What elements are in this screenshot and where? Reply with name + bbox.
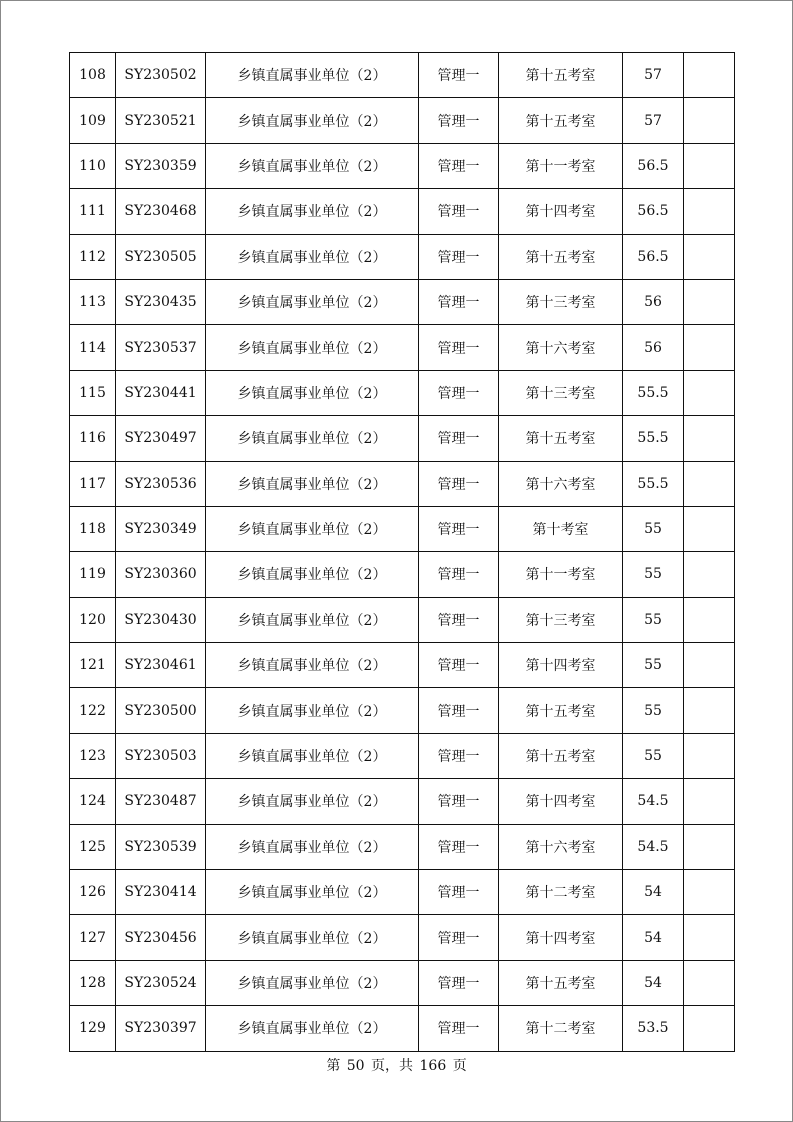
table-row xyxy=(70,370,735,415)
score-cell: 55 xyxy=(623,597,684,642)
note-cell xyxy=(684,143,735,188)
exam-room-cell: 第十五考室 xyxy=(499,53,623,98)
unit-cell: 乡镇直属事业单位（2） xyxy=(206,870,419,915)
position-cell: 管理一 xyxy=(419,824,499,869)
score-cell: 55 xyxy=(623,506,684,551)
exam-room-cell: 第十五考室 xyxy=(499,688,623,733)
unit-cell: 乡镇直属事业单位（2） xyxy=(206,279,419,324)
candidate-id-cell: SY230360 xyxy=(116,552,206,597)
candidate-id-cell: SY230502 xyxy=(116,53,206,98)
candidate-id-cell: SY230441 xyxy=(116,370,206,415)
table-row xyxy=(70,234,735,279)
table-row xyxy=(70,143,735,188)
position-cell: 管理一 xyxy=(419,325,499,370)
row-number-cell: 122 xyxy=(70,688,116,733)
unit-cell: 乡镇直属事业单位（2） xyxy=(206,143,419,188)
position-cell: 管理一 xyxy=(419,53,499,98)
table-row xyxy=(70,733,735,778)
candidate-id-cell: SY230536 xyxy=(116,461,206,506)
unit-cell: 乡镇直属事业单位（2） xyxy=(206,461,419,506)
row-number-cell: 123 xyxy=(70,733,116,778)
unit-cell: 乡镇直属事业单位（2） xyxy=(206,506,419,551)
unit-cell: 乡镇直属事业单位（2） xyxy=(206,779,419,824)
candidate-id-cell: SY230524 xyxy=(116,960,206,1005)
note-cell xyxy=(684,915,735,960)
exam-room-cell: 第十一考室 xyxy=(499,143,623,188)
exam-room-cell: 第十二考室 xyxy=(499,870,623,915)
unit-cell: 乡镇直属事业单位（2） xyxy=(206,325,419,370)
row-number-cell: 115 xyxy=(70,370,116,415)
note-cell xyxy=(684,779,735,824)
exam-room-cell: 第十五考室 xyxy=(499,234,623,279)
position-cell: 管理一 xyxy=(419,688,499,733)
note-cell xyxy=(684,370,735,415)
position-cell: 管理一 xyxy=(419,1006,499,1051)
note-cell xyxy=(684,506,735,551)
score-cell: 54 xyxy=(623,915,684,960)
table-row xyxy=(70,461,735,506)
unit-cell: 乡镇直属事业单位（2） xyxy=(206,98,419,143)
position-cell: 管理一 xyxy=(419,143,499,188)
row-number-cell: 117 xyxy=(70,461,116,506)
unit-cell: 乡镇直属事业单位（2） xyxy=(206,643,419,688)
row-number-cell: 110 xyxy=(70,143,116,188)
score-cell: 55 xyxy=(623,552,684,597)
unit-cell: 乡镇直属事业单位（2） xyxy=(206,234,419,279)
position-cell: 管理一 xyxy=(419,189,499,234)
candidate-id-cell: SY230521 xyxy=(116,98,206,143)
note-cell xyxy=(684,461,735,506)
score-cell: 56.5 xyxy=(623,234,684,279)
unit-cell: 乡镇直属事业单位（2） xyxy=(206,552,419,597)
position-cell: 管理一 xyxy=(419,733,499,778)
score-cell: 55 xyxy=(623,733,684,778)
unit-cell: 乡镇直属事业单位（2） xyxy=(206,688,419,733)
row-number-cell: 120 xyxy=(70,597,116,642)
note-cell xyxy=(684,643,735,688)
candidate-id-cell: SY230397 xyxy=(116,1006,206,1051)
table-row xyxy=(70,643,735,688)
note-cell xyxy=(684,960,735,1005)
row-number-cell: 113 xyxy=(70,279,116,324)
unit-cell: 乡镇直属事业单位（2） xyxy=(206,733,419,778)
note-cell xyxy=(684,1006,735,1051)
exam-room-cell: 第十六考室 xyxy=(499,461,623,506)
unit-cell: 乡镇直属事业单位（2） xyxy=(206,824,419,869)
score-cell: 55 xyxy=(623,688,684,733)
score-cell: 56.5 xyxy=(623,143,684,188)
table-row xyxy=(70,53,735,98)
row-number-cell: 118 xyxy=(70,506,116,551)
table-row xyxy=(70,189,735,234)
candidate-id-cell: SY230349 xyxy=(116,506,206,551)
exam-room-cell: 第十三考室 xyxy=(499,597,623,642)
exam-room-cell: 第十四考室 xyxy=(499,915,623,960)
candidate-id-cell: SY230430 xyxy=(116,597,206,642)
table-body xyxy=(70,53,735,1052)
note-cell xyxy=(684,824,735,869)
exam-room-cell: 第十四考室 xyxy=(499,189,623,234)
row-number-cell: 119 xyxy=(70,552,116,597)
score-cell: 55 xyxy=(623,643,684,688)
candidate-id-cell: SY230487 xyxy=(116,779,206,824)
position-cell: 管理一 xyxy=(419,461,499,506)
table-row xyxy=(70,325,735,370)
position-cell: 管理一 xyxy=(419,643,499,688)
unit-cell: 乡镇直属事业单位（2） xyxy=(206,416,419,461)
score-cell: 57 xyxy=(623,98,684,143)
position-cell: 管理一 xyxy=(419,370,499,415)
position-cell: 管理一 xyxy=(419,552,499,597)
row-number-cell: 109 xyxy=(70,98,116,143)
table-row xyxy=(70,98,735,143)
row-number-cell: 125 xyxy=(70,824,116,869)
exam-room-cell: 第十五考室 xyxy=(499,98,623,143)
candidate-id-cell: SY230456 xyxy=(116,915,206,960)
row-number-cell: 128 xyxy=(70,960,116,1005)
score-cell: 54.5 xyxy=(623,779,684,824)
exam-room-cell: 第十三考室 xyxy=(499,279,623,324)
exam-room-cell: 第十考室 xyxy=(499,506,623,551)
note-cell xyxy=(684,733,735,778)
table-row xyxy=(70,1006,735,1051)
footer-prefix: 第 xyxy=(326,1058,341,1074)
candidate-id-cell: SY230537 xyxy=(116,325,206,370)
table-row xyxy=(70,416,735,461)
exam-room-cell: 第十三考室 xyxy=(499,370,623,415)
position-cell: 管理一 xyxy=(419,98,499,143)
footer-current-page: 50 xyxy=(346,1058,365,1074)
score-cell: 54 xyxy=(623,960,684,1005)
score-cell: 56 xyxy=(623,279,684,324)
position-cell: 管理一 xyxy=(419,915,499,960)
table-row xyxy=(70,870,735,915)
note-cell xyxy=(684,870,735,915)
row-number-cell: 112 xyxy=(70,234,116,279)
exam-room-cell: 第十六考室 xyxy=(499,824,623,869)
candidate-id-cell: SY230435 xyxy=(116,279,206,324)
position-cell: 管理一 xyxy=(419,234,499,279)
unit-cell: 乡镇直属事业单位（2） xyxy=(206,960,419,1005)
position-cell: 管理一 xyxy=(419,779,499,824)
position-cell: 管理一 xyxy=(419,279,499,324)
row-number-cell: 111 xyxy=(70,189,116,234)
score-cell: 53.5 xyxy=(623,1006,684,1051)
note-cell xyxy=(684,325,735,370)
footer-suffix: 页 xyxy=(452,1058,467,1074)
unit-cell: 乡镇直属事业单位（2） xyxy=(206,915,419,960)
candidate-id-cell: SY230414 xyxy=(116,870,206,915)
footer-middle: 页，共 xyxy=(371,1058,414,1074)
score-cell: 57 xyxy=(623,53,684,98)
exam-room-cell: 第十六考室 xyxy=(499,325,623,370)
footer-total-pages: 166 xyxy=(419,1058,447,1074)
exam-room-cell: 第十五考室 xyxy=(499,960,623,1005)
exam-room-cell: 第十一考室 xyxy=(499,552,623,597)
score-cell: 54.5 xyxy=(623,824,684,869)
unit-cell: 乡镇直属事业单位（2） xyxy=(206,189,419,234)
unit-cell: 乡镇直属事业单位（2） xyxy=(206,1006,419,1051)
exam-room-cell: 第十四考室 xyxy=(499,779,623,824)
score-cell: 56 xyxy=(623,325,684,370)
note-cell xyxy=(684,234,735,279)
table-row xyxy=(70,779,735,824)
table-row xyxy=(70,824,735,869)
score-cell: 55.5 xyxy=(623,416,684,461)
note-cell xyxy=(684,98,735,143)
candidate-id-cell: SY230461 xyxy=(116,643,206,688)
table-row xyxy=(70,279,735,324)
note-cell xyxy=(684,416,735,461)
table-row xyxy=(70,688,735,733)
row-number-cell: 127 xyxy=(70,915,116,960)
note-cell xyxy=(684,279,735,324)
row-number-cell: 116 xyxy=(70,416,116,461)
candidate-id-cell: SY230505 xyxy=(116,234,206,279)
position-cell: 管理一 xyxy=(419,597,499,642)
row-number-cell: 124 xyxy=(70,779,116,824)
candidate-id-cell: SY230539 xyxy=(116,824,206,869)
score-cell: 55.5 xyxy=(623,461,684,506)
row-number-cell: 114 xyxy=(70,325,116,370)
candidate-id-cell: SY230503 xyxy=(116,733,206,778)
note-cell xyxy=(684,53,735,98)
row-number-cell: 108 xyxy=(70,53,116,98)
candidate-id-cell: SY230497 xyxy=(116,416,206,461)
score-cell: 56.5 xyxy=(623,189,684,234)
row-number-cell: 129 xyxy=(70,1006,116,1051)
candidate-id-cell: SY230500 xyxy=(116,688,206,733)
page-footer xyxy=(0,1055,793,1075)
table-row xyxy=(70,960,735,1005)
exam-room-cell: 第十二考室 xyxy=(499,1006,623,1051)
table-row xyxy=(70,915,735,960)
row-number-cell: 121 xyxy=(70,643,116,688)
unit-cell: 乡镇直属事业单位（2） xyxy=(206,370,419,415)
position-cell: 管理一 xyxy=(419,416,499,461)
candidate-id-cell: SY230468 xyxy=(116,189,206,234)
position-cell: 管理一 xyxy=(419,506,499,551)
table-row xyxy=(70,552,735,597)
score-table xyxy=(69,52,735,1052)
unit-cell: 乡镇直属事业单位（2） xyxy=(206,53,419,98)
table-row xyxy=(70,506,735,551)
note-cell xyxy=(684,189,735,234)
table-row xyxy=(70,597,735,642)
candidate-id-cell: SY230359 xyxy=(116,143,206,188)
score-cell: 55.5 xyxy=(623,370,684,415)
exam-room-cell: 第十五考室 xyxy=(499,416,623,461)
note-cell xyxy=(684,597,735,642)
note-cell xyxy=(684,688,735,733)
note-cell xyxy=(684,552,735,597)
position-cell: 管理一 xyxy=(419,960,499,1005)
exam-room-cell: 第十四考室 xyxy=(499,643,623,688)
exam-room-cell: 第十五考室 xyxy=(499,733,623,778)
unit-cell: 乡镇直属事业单位（2） xyxy=(206,597,419,642)
row-number-cell: 126 xyxy=(70,870,116,915)
score-cell: 54 xyxy=(623,870,684,915)
position-cell: 管理一 xyxy=(419,870,499,915)
